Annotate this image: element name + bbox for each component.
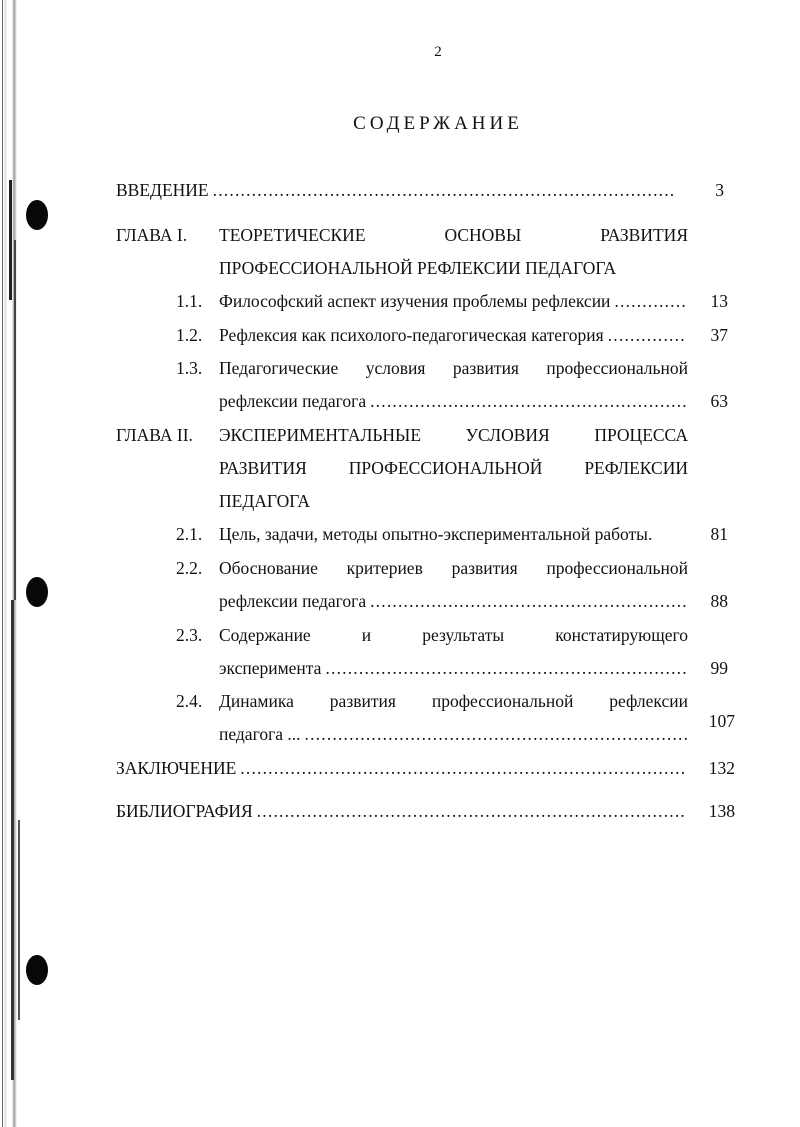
toc-page-number: 107 <box>708 711 735 731</box>
chapter-label: ГЛАВА I. <box>116 225 188 245</box>
chapter-title-cont: РАЗВИТИЯ ПРОФЕССИОНАЛЬНОЙ РЕФЛЕКСИИ <box>219 458 688 478</box>
leader-dots <box>213 178 676 202</box>
section-number: 1.3. <box>176 358 203 378</box>
toc-page-number: 13 <box>710 291 728 311</box>
toc-entry-2-3[interactable]: Содержание и результаты констатирующего <box>219 625 688 645</box>
toc-entry-2-3-cont[interactable]: эксперимента ..... <box>219 656 687 680</box>
leader-dots <box>305 722 687 746</box>
toc-entry-1-3-cont[interactable]: рефлексии педагога ..... <box>219 389 687 413</box>
chapter-title-cont: ПРОФЕССИОНАЛЬНОЙ РЕФЛЕКСИИ ПЕДАГОГА <box>219 258 617 278</box>
section-number: 2.3. <box>176 625 203 645</box>
toc-entry-1-2[interactable]: Рефлексия как психолого-педагогическая категория ..... <box>219 323 687 347</box>
toc-page-number: 88 <box>710 591 728 611</box>
section-number: 2.2. <box>176 558 203 578</box>
leader-dots <box>370 589 687 613</box>
toc-page-number: 37 <box>710 325 728 345</box>
section-number: 1.2. <box>176 325 203 345</box>
chapter-label: ГЛАВА II. <box>116 425 193 445</box>
page-number: 2 <box>434 44 442 60</box>
chapter-title[interactable]: ТЕОРЕТИЧЕСКИЕ ОСНОВЫ РАЗВИТИЯ <box>219 225 688 245</box>
leader-dots <box>325 656 687 680</box>
toc-page-number: 63 <box>710 391 728 411</box>
section-number: 2.1. <box>176 524 203 544</box>
toc-entry-2-4[interactable]: Динамика развития профессиональной рефлексии <box>219 691 688 711</box>
leader-dots <box>257 799 687 823</box>
toc-entry-label: ВВЕДЕНИЕ <box>116 180 209 200</box>
punch-hole <box>26 955 48 985</box>
punch-hole <box>26 577 48 607</box>
toc-entry-1-3[interactable]: Педагогические условия развития профессиональной <box>219 358 688 378</box>
toc-entry-bibliography[interactable]: БИБЛИОГРАФИЯ ..... <box>116 799 687 823</box>
toc-page-number: 138 <box>708 801 735 821</box>
leader-dots <box>370 389 687 413</box>
punch-hole <box>26 200 48 230</box>
toc-entry-2-2-cont[interactable]: рефлексии педагога ..... <box>219 589 687 613</box>
scan-edge-artifact <box>0 0 30 1127</box>
toc-entry-2-1[interactable]: Цель, задачи, методы опытно-экспериментальной работы. <box>219 524 653 544</box>
toc-entry-2-2[interactable]: Обоснование критериев развития профессиональной <box>219 558 688 578</box>
toc-page-number: 99 <box>710 658 728 678</box>
toc-entry-2-4-cont[interactable]: педагога ... ..... <box>219 722 687 746</box>
toc-page-number: 3 <box>715 180 724 200</box>
chapter-title-cont: ПЕДАГОГА <box>219 491 311 511</box>
chapter-title[interactable]: ЭКСПЕРИМЕНТАЛЬНЫЕ УСЛОВИЯ ПРОЦЕССА <box>219 425 688 445</box>
leader-dots <box>240 756 687 780</box>
section-number: 2.4. <box>176 691 203 711</box>
toc-entry-intro[interactable] <box>116 178 676 202</box>
page-title: СОДЕРЖАНИЕ <box>353 113 523 134</box>
toc-page-number: 81 <box>710 524 728 544</box>
toc-entry-conclusion[interactable]: ЗАКЛЮЧЕНИЕ ..... <box>116 756 687 780</box>
toc-page-number: 132 <box>708 758 735 778</box>
toc-entry-1-1[interactable]: Философский аспект изучения проблемы рефлексии ..... <box>219 289 687 313</box>
section-number: 1.1. <box>176 291 203 311</box>
